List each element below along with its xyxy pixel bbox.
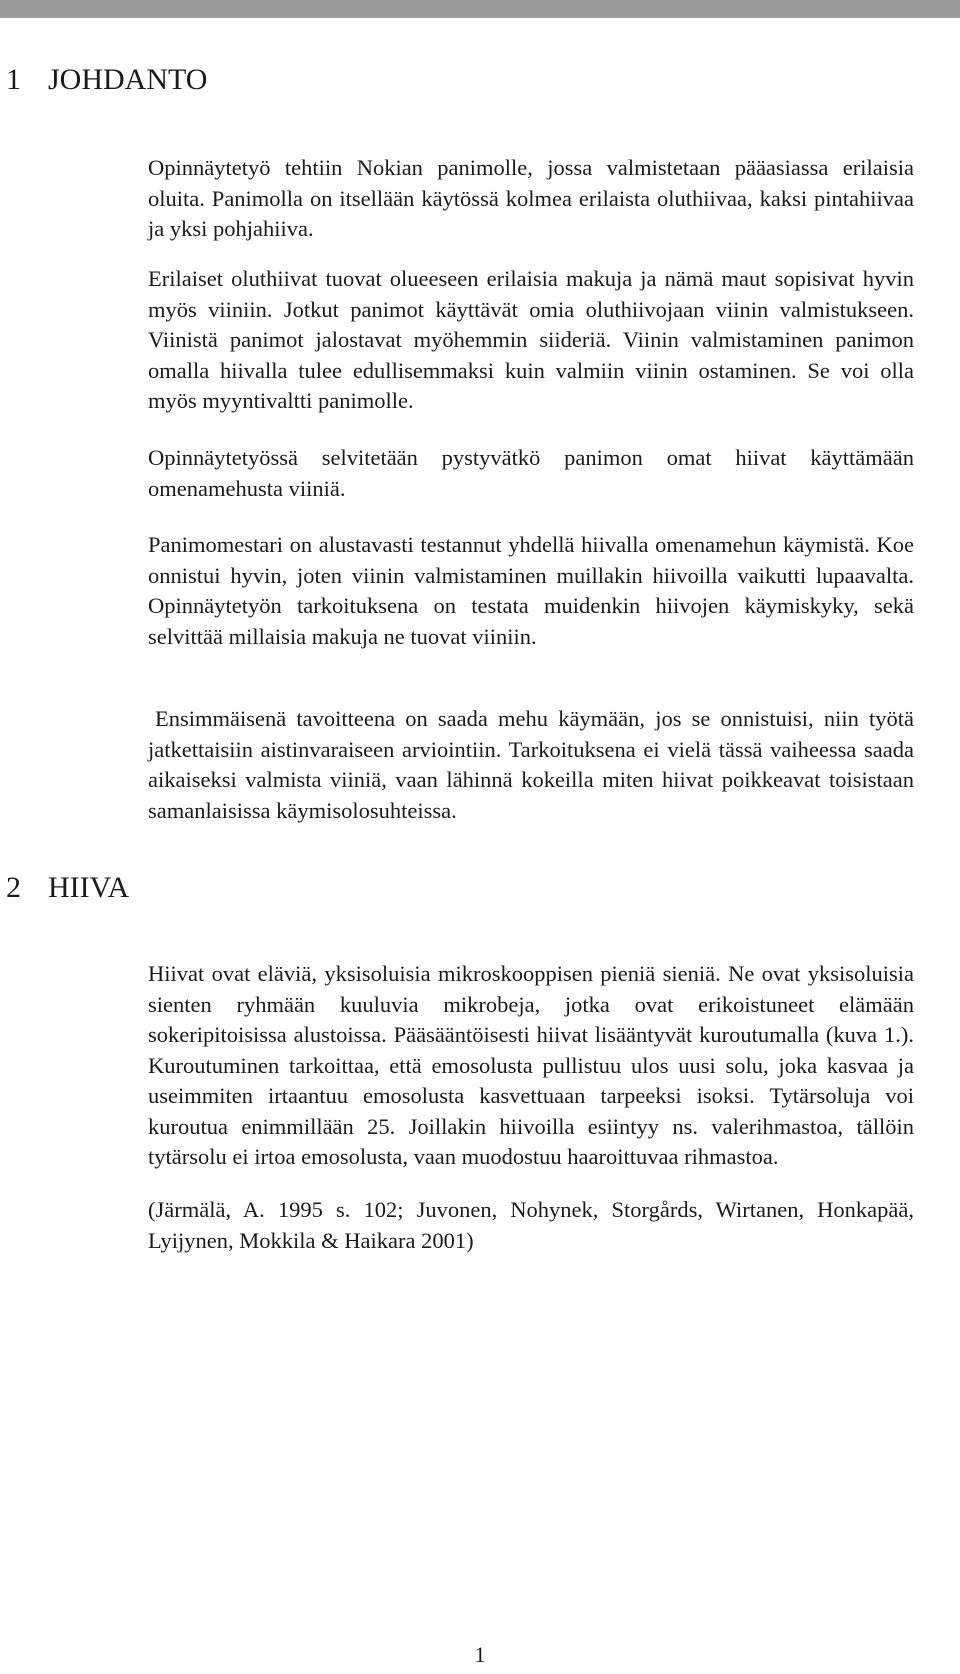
paragraph: Panimomestari on alustavasti testannut yhdellä hiivalla omenamehun käymistä. Koe onnistui hyvin, joten viinin valmistaminen muillakin hiivoilla vaikutti lupaavalta. Opinnäytetyön tarkoituksena on testata muidenkin hiivojen käymiskyky, sekä selvittää millaisia makuja ne tuovat viiniin. <box>148 532 914 649</box>
paragraph: Hiivat ovat eläviä, yksisoluisia mikroskooppisen pieniä sieniä. Ne ovat yksisoluisia sienten ryhmään kuuluvia mikrobeja, jotka ovat erikoistuneet elämään sokeripitoisissa alustoissa. Pääsääntöisesti hiivat lisääntyvät kuroutumalla (kuva 1.). Kuroutuminen tarkoittaa, että emosolusta pullistuu ulos uusi solu, joka kasvaa ja useimmiten irtaantuu emosolusta kasvettuaan tarpeeksi isoksi. Tytärsoluja voi kuroutua enimmillään 25. Joillakin hiivoilla esiintyy ns. valerihmastoa, tällöin tytärsolu ei irtoa emosolusta, vaan muodostuu haaroittuvaa rihmastoa. <box>148 961 914 1169</box>
section-title: JOHDANTO <box>48 63 208 96</box>
page-number: 1 <box>474 1642 486 1667</box>
section-number: 2 <box>6 871 21 904</box>
page-top-bar <box>0 0 960 18</box>
section-title: HIIVA <box>48 871 130 904</box>
citation: (Järmälä, A. 1995 s. 102; Juvonen, Nohynek, Storgårds, Wirtanen, Honkapää, Lyijynen, Mokkila & Haikara 2001) <box>148 1197 914 1253</box>
section-heading-hiiva <box>6 870 129 906</box>
paragraph: Ensimmäisenä tavoitteena on saada mehu käymään, jos se onnistuisi, niin työtä jatkettaisiin aistinvaraiseen arviointiin. Tarkoituksena ei vielä tässä vaiheessa saada aikaiseksi valmista viiniä, vaan lähinnä kokeilla miten hiivat poikkeavat toisistaan samanlaisissa käymisolosuhteissa. <box>148 706 914 823</box>
paragraph: Opinnäytetyössä selvitetään pystyvätkö panimon omat hiivat käyttämään omenamehusta viiniä. <box>148 445 914 501</box>
paragraph: Opinnäytetyö tehtiin Nokian panimolle, jossa valmistetaan pääasiassa erilaisia oluita. Panimolla on itsellään käytössä kolmea erilaista oluthiivaa, kaksi pintahiivaa ja yksi pohjahiiva. <box>148 155 914 241</box>
paragraph: Erilaiset oluthiivat tuovat olueeseen erilaisia makuja ja nämä maut sopisivat hyvin myös viiniin. Jotkut panimot käyttävät omia oluthiivojaan viinin valmistukseen. Viinistä panimot jalostavat myöhemmin siideriä. Viinin valmistaminen panimon omalla hiivalla tulee edullisemmaksi kuin valmiin viinin ostaminen. Se voi olla myös myyntivaltti panimolle. <box>148 266 914 413</box>
section-number: 1 <box>6 63 21 96</box>
section-heading-johdanto <box>6 62 207 98</box>
